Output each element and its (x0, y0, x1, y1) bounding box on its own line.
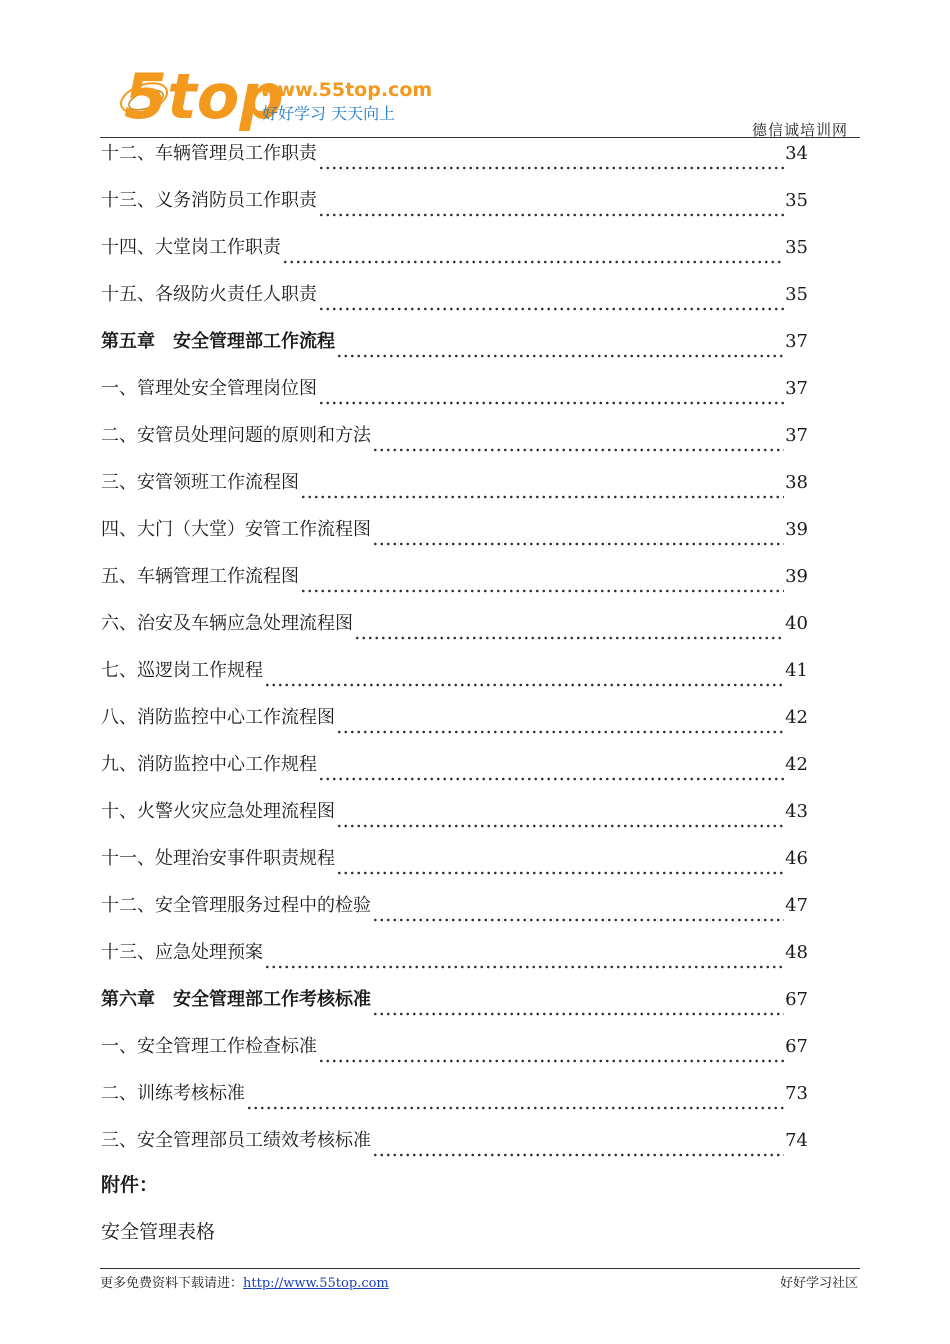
toc-page-number: 46 (785, 848, 808, 869)
toc-page-number: 37 (785, 425, 808, 446)
toc-dot-leader (318, 1058, 784, 1064)
toc-page-number: 73 (785, 1083, 808, 1104)
toc-page-number: 47 (785, 895, 808, 916)
toc-page-number: 35 (785, 190, 808, 211)
toc-row[interactable] (101, 563, 808, 610)
logo-slogan: 好好学习 天天向上 (262, 104, 396, 123)
toc-label: 一、管理处安全管理岗位图 (101, 378, 317, 399)
toc-dot-leader (336, 870, 784, 876)
footer-left (100, 1272, 389, 1291)
site-logo (112, 56, 452, 134)
footer-divider (100, 1268, 860, 1269)
toc-page-number: 34 (785, 143, 808, 164)
toc-label: 八、消防监控中心工作流程图 (101, 707, 335, 728)
toc-label: 五、车辆管理工作流程图 (101, 566, 299, 587)
toc-row[interactable] (101, 751, 808, 798)
toc-label: 十三、应急处理预案 (101, 942, 263, 963)
toc-label: 三、安全管理部员工绩效考核标准 (101, 1130, 371, 1151)
toc-page-number: 38 (785, 472, 808, 493)
toc-row[interactable] (101, 187, 808, 234)
toc-dot-leader (336, 729, 784, 735)
toc-dot-leader (318, 776, 784, 782)
footer-link[interactable]: http://www.55top.com (243, 1276, 389, 1291)
header-site-name: 德信诚培训网 (751, 121, 848, 139)
toc-dot-leader (264, 682, 784, 688)
toc-page-number: 35 (785, 284, 808, 305)
appendix-item: 安全管理表格 (101, 1221, 216, 1243)
toc-label: 二、安管员处理问题的原则和方法 (101, 425, 371, 446)
toc-page-number: 37 (785, 331, 808, 352)
toc-page-number: 40 (785, 613, 808, 634)
toc-label: 七、巡逻岗工作规程 (101, 660, 263, 681)
toc-row[interactable] (101, 892, 808, 939)
toc-dot-leader (318, 165, 784, 171)
toc-row[interactable] (101, 798, 808, 845)
toc-row[interactable] (101, 140, 808, 187)
footer-download-text: 更多免费资料下载请进： (100, 1276, 244, 1291)
toc-dot-leader (300, 588, 784, 594)
toc-dot-leader (318, 400, 784, 406)
toc-dot-leader (372, 541, 784, 547)
toc-label: 十三、义务消防员工作职责 (101, 190, 317, 211)
toc-page-number: 67 (785, 1036, 808, 1057)
toc-label: 十、火警火灾应急处理流程图 (101, 801, 335, 822)
toc-label: 十二、安全管理服务过程中的检验 (101, 895, 371, 916)
toc-page-number: 35 (785, 237, 808, 258)
logo-url: www.55top.com (260, 79, 433, 101)
toc-dot-leader (318, 306, 784, 312)
toc-row[interactable] (101, 234, 808, 281)
toc-dot-leader (372, 1152, 784, 1158)
toc-dot-leader (246, 1105, 784, 1111)
toc-label: 一、安全管理工作检查标准 (101, 1036, 317, 1057)
toc-label: 二、训练考核标准 (101, 1083, 245, 1104)
toc-page-number: 48 (785, 942, 808, 963)
toc-page-number: 74 (785, 1130, 808, 1151)
toc-chapter-row[interactable] (101, 328, 808, 375)
toc-row[interactable] (101, 939, 808, 986)
toc-row[interactable] (101, 845, 808, 892)
toc-row[interactable] (101, 281, 808, 328)
toc-label: 六、治安及车辆应急处理流程图 (101, 613, 353, 634)
toc-dot-leader (372, 917, 784, 923)
toc-page-number: 37 (785, 378, 808, 399)
toc-label: 十二、车辆管理员工作职责 (101, 143, 317, 164)
toc-dot-leader (372, 447, 784, 453)
toc-page-number: 41 (785, 660, 808, 681)
toc-label: 九、消防监控中心工作规程 (101, 754, 317, 775)
header-divider (100, 137, 860, 138)
toc-dot-leader (372, 1011, 784, 1017)
toc-dot-leader (336, 823, 784, 829)
toc-label: 十一、处理治安事件职责规程 (101, 848, 335, 869)
toc-row[interactable] (101, 516, 808, 563)
toc-label: 十四、大堂岗工作职责 (101, 237, 281, 258)
logo-big-five: 5top (124, 60, 284, 133)
toc-label: 四、大门（大堂）安管工作流程图 (101, 519, 371, 540)
table-of-contents (101, 140, 808, 1174)
appendix-title: 附件： (101, 1174, 159, 1196)
toc-dot-leader (336, 353, 784, 359)
toc-label: 第六章 安全管理部工作考核标准 (101, 989, 371, 1010)
toc-page-number: 42 (785, 754, 808, 775)
toc-dot-leader (354, 635, 784, 641)
toc-page-number: 39 (785, 519, 808, 540)
toc-label: 三、安管领班工作流程图 (101, 472, 299, 493)
footer (100, 1272, 858, 1291)
toc-page-number: 42 (785, 707, 808, 728)
toc-dot-leader (282, 259, 784, 265)
toc-dot-leader (264, 964, 784, 970)
toc-chapter-row[interactable] (101, 986, 808, 1033)
toc-dot-leader (300, 494, 784, 500)
toc-row[interactable] (101, 422, 808, 469)
footer-community: 好好学习社区 (779, 1276, 858, 1291)
toc-row[interactable] (101, 704, 808, 751)
toc-row[interactable] (101, 1080, 808, 1127)
toc-row[interactable] (101, 469, 808, 516)
toc-row[interactable] (101, 1127, 808, 1174)
toc-row[interactable] (101, 375, 808, 422)
toc-dot-leader (318, 212, 784, 218)
toc-page-number: 67 (785, 989, 808, 1010)
toc-label: 十五、各级防火责任人职责 (101, 284, 317, 305)
toc-page-number: 43 (785, 801, 808, 822)
toc-label: 第五章 安全管理部工作流程 (101, 331, 335, 352)
toc-row[interactable] (101, 610, 808, 657)
toc-row[interactable] (101, 1033, 808, 1080)
toc-row[interactable] (101, 657, 808, 704)
toc-page-number: 39 (785, 566, 808, 587)
